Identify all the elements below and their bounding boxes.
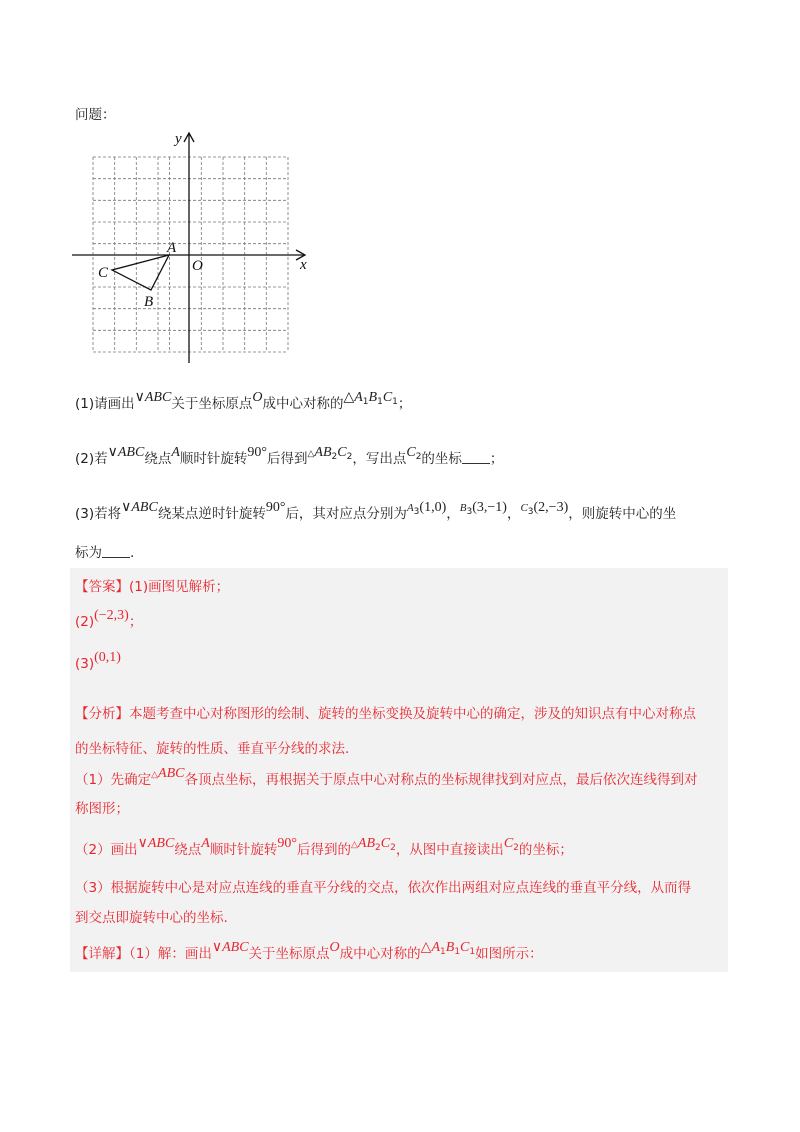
question-1: (1)请画出∨ABC关于坐标原点O成中心对称的$\triangle A^1B^1C^1$； bbox=[75, 390, 412, 412]
analysis-p3: （2）画出∨ABC绕点A顺时针旋转90°后得到的$^\triangle AB^2C^2$，从图中直接读出$C^2$的坐标； bbox=[75, 836, 573, 858]
point-a-label: A bbox=[167, 240, 177, 256]
coordinate-grid-figure bbox=[70, 128, 320, 368]
origin-label: O bbox=[192, 258, 203, 274]
question-3-line-1: (3)若将∨ABC绕某点逆时针旋转90°后，其对应点分别为$^{A3}$(1,0)，$^{B3}$(3,−1)，$^{C3}$(2,−3)，则旋转中心的坐 bbox=[75, 500, 677, 522]
detail-line: 【详解】（1）解：画出∨ABC关于坐标原点O成中心对称的$\triangle A^1B^1C^1$如图所示： bbox=[75, 940, 543, 962]
answer-blank bbox=[462, 451, 490, 464]
point-b-label: B bbox=[144, 294, 154, 310]
analysis-p4-line-1: （3）根据旋转中心是对应点连线的垂直平分线的交点，依次作出两组对应点连线的垂直平分线，从而得 bbox=[75, 880, 692, 896]
axes bbox=[72, 133, 305, 363]
answer-line-1: 【答案】(1)画图见解析； bbox=[75, 579, 230, 595]
triangle-symbol: △ bbox=[343, 390, 355, 405]
analysis-p4-line-2: 到交点即旋转中心的坐标. bbox=[75, 910, 228, 926]
triangle-abc bbox=[112, 255, 169, 290]
triangle-symbol: △ bbox=[307, 448, 315, 458]
answer-blank bbox=[102, 545, 130, 558]
analysis-p2-line-2: 称图形； bbox=[75, 801, 129, 817]
answer-line-3: (3)(0,1) bbox=[75, 650, 121, 672]
y-axis-label: y bbox=[175, 131, 182, 147]
nabla-symbol: ∨ bbox=[121, 500, 132, 515]
analysis-p1-line-1: 【分析】本题考查中心对称图形的绘制、旋转的坐标变换及旋转中心的确定，涉及的知识点有中心对称点 bbox=[75, 706, 696, 722]
question-2: (2)若∨ABC绕点A顺时针旋转90°后得到$^\triangle AB^2C^2$，写出点$C^2$的坐标 ； bbox=[75, 445, 504, 467]
analysis-p2-line-1: （1）先确定△ABC各顶点坐标，再根据关于原点中心对称点的坐标规律找到对应点，最后依次连线得到对 bbox=[75, 766, 698, 788]
nabla-symbol: ∨ bbox=[134, 390, 145, 405]
x-axis-label: x bbox=[300, 257, 307, 273]
nabla-symbol: ∨ bbox=[107, 445, 118, 460]
question-3-line-2: 标为 . bbox=[75, 545, 135, 561]
answer-line-2: (2)(−2,3)； bbox=[75, 608, 143, 630]
question-label: 问题： bbox=[75, 107, 116, 123]
analysis-p1-line-2: 的坐标特征、旋转的性质、垂直平分线的求法. bbox=[75, 741, 350, 757]
point-c-label: C bbox=[98, 265, 109, 281]
